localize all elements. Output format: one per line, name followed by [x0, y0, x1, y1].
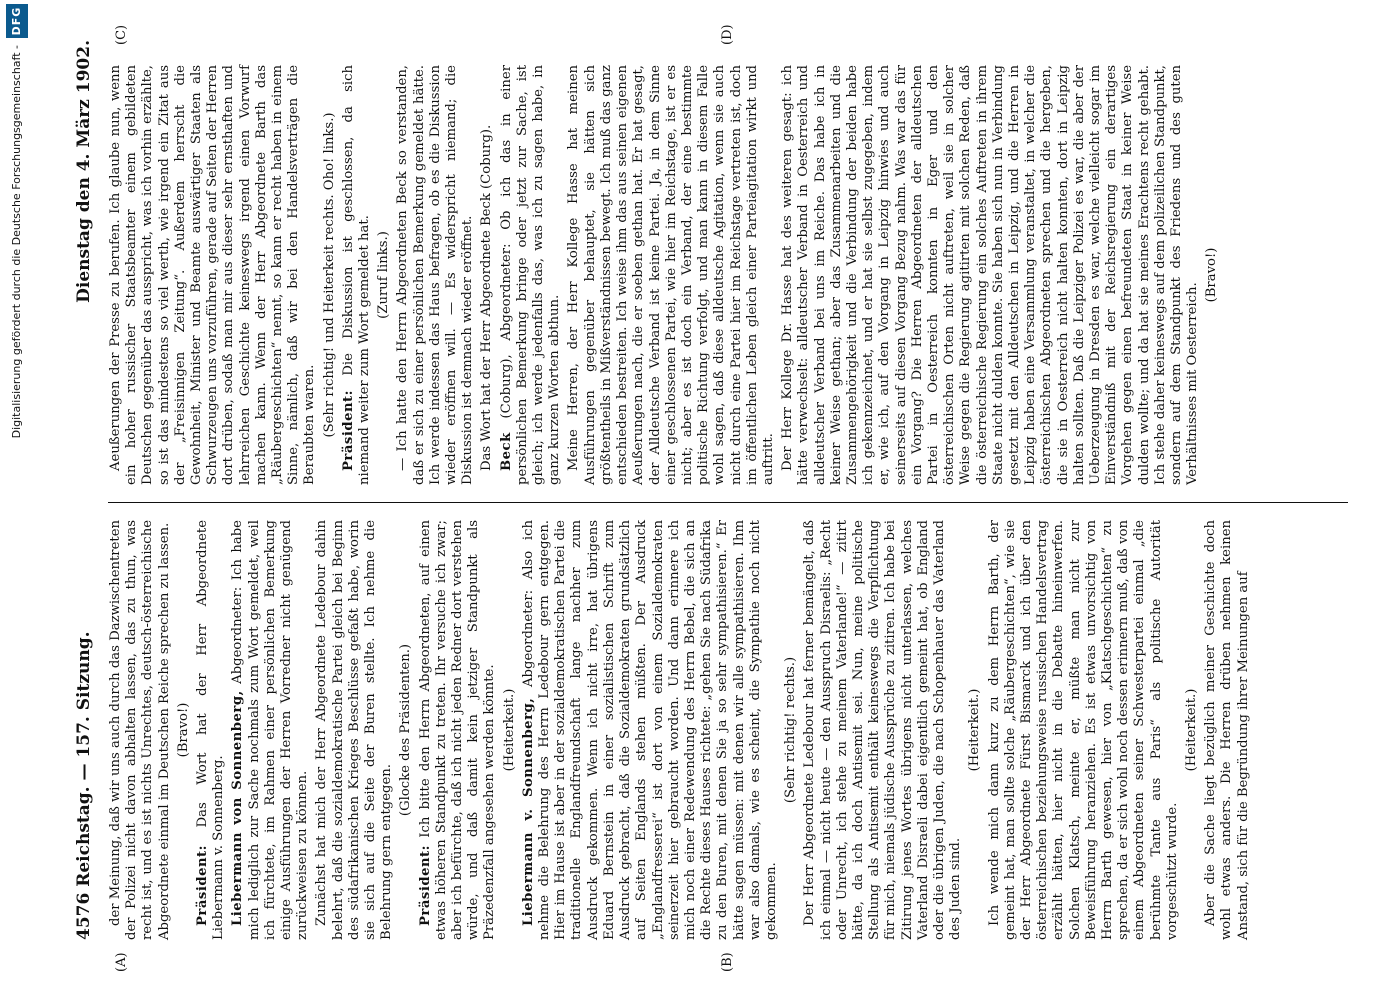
margin-mark-a: (A) — [114, 952, 129, 972]
paragraph — [314, 520, 395, 940]
left-column — [108, 520, 1255, 940]
paragraph-text: der Meinung, daß wir uns auch durch das Dazwischentreten der Polizei nicht davon abhalten lassen, das zu thun, was recht ist, und es ist nichts Unrechtes, deutsch-österreichische Abgeordnete einmal im Deutschen Reiche sprechen zu lassen. — [108, 520, 172, 940]
stage-direction — [1204, 65, 1220, 485]
paragraph-text: Aeußerungen der Presse zu berufen. Ich glaube nun, wenn ein hoher russischer Staatsbeamter einem gebildeten Deutschen gegenüber das ausspricht, was ich vorhin erzählte, so ist das mindestens so viel werth, wie irgend ein Zitat aus der „Freisinnigen Zeitung“. Außerdem herrscht die Gewohnheit, Minister und Beamte auswärtiger Staaten als Schwurzeugen uns vorzuführen, gerade auf Seiten der Herren dort drüben, sodaß man mir aus dieser sehr ernsthaften und lehrreichen Geschichte keineswegs irgend einen Vorwurf machen kann. Wenn der Herr Abgeordnete Barth das „Räubergeschichten“ nennt, so kann er recht haben in einem Sinne, nämlich, daß wir bei den Handelsverträgen die Beraubten waren. — [108, 65, 318, 485]
right-column — [108, 65, 1224, 485]
paragraph-text: Der Herr Kollege Dr. Hasse hat des weiteren gesagt: ich hätte verwechselt: alldeutscher Verband in Oesterreich und alldeutscher Verband bei uns im Reiche. Das habe ich in keiner Weise gethan; aber das Zusammenarbeiten und die Zusammengehörigkeit und die Verbindung der beiden habe ich gekennzeichnet, und er hat sie selbst zugegeben, indem er, wie ich, auf den Vorgang in Leipzig hinwies und auch seinerseits auf diesen Vorgang Bezug nahm. Was war das für ein Vorgang? Die Herren Abgeordneten der alldeutschen Partei in Oesterreich konnten in Eger und den österreichischen Orten nicht auftreten, weil sie in solcher Weise gegen die Regierung agitirten mit solchen Reden, daß die österreichische Regierung ein solches Auftreten in ihrem Staate nicht dulden konnte. Sie haben sich nun in Verbindung gesetzt mit den Alldeutschen in Leipzig, und die Herren in Leipzig haben eine Versammlung veranstaltet, in welcher die österreichischen Abgeordneten sprechen und die hergeben, die sie in Oesterreich nicht halten konnten, dort in Leipzig halten sollten. Daß die Leipziger Polizei es war, die aber der Ueberzeugung in Dresden es war, welche vielleicht sogar im Einverständniß mit der Reichsregierung ein derartiges Vorgehen gegen einen befreundeten Staat in keiner Weise dulden wollte; und da hat sie meines Erachtens recht gehabt. Ich stehe daher keineswegs auf dem polizeilichen Standpunkt, sondern auf dem Standpunkt des Friedens und des guten Verhältnisses mit Oesterreich. — [780, 65, 1201, 485]
paragraph-text: Der Herr Abgeordnete Ledebour hat ferner bemängelt, daß ich einmal — nicht heute — den Ausspruch Disraelis: „Recht oder Unrecht, ich stehe zu meinem Vaterlande!“ — zitirt hätte, da ich doch Antisemit sei. Nun, meine politische Stellung als Antisemit enthält keineswegs die Verpflichtung für mich, niemals jüdische Aussprüche zu zitiren. Ich habe bei Zitirung jenes Wortes übrigens nicht unterlassen, welches Vaterland Disraeli dabei eigentlich gemeint hat, ob England oder die übrigen Juden, die nach Schopenhauer das Vaterland des Juden sind. — [802, 520, 964, 940]
paragraph — [987, 520, 1181, 940]
speaker-name: Liebermann von Sonnenberg, — [230, 690, 246, 926]
printed-page — [70, 0, 1370, 1000]
paragraph-text: Die Diskussion ist geschlossen, da sich niemand weiter zum Wort gemeldet hat. — [340, 65, 373, 485]
paragraph-text: (Heiterkeit.) — [1184, 688, 1199, 772]
paragraph — [1203, 520, 1252, 940]
paragraph-text: Ich wende mich dann kurz zu dem Herrn Barth, der gemeint hat, man sollte solche „Räubergeschichten“, wie sie der Herr Abgeordnete Fürst Bismarck und ich über den österreichischen beziehungsweise russischen Handelsvertrag erzählt hätten, hier nicht in die Debatte hineinwerfen. Solchen Klatsch, meinte er, müßte man nicht zur Beweisführung heranziehen. Es ist etwas unvorsichtig von Herrn Barth gewesen, hier von „Klatschgeschichten“ zu sprechen, da er sich wohl noch dessen erinnern muß, daß von einem Abgeordneten seiner Schwesterpartei einmal „die berühmte Tante aus Paris“ als politische Autorität vorgeschützt wurde. — [986, 520, 1180, 940]
dfg-logo: DFG — [6, 4, 28, 38]
paragraph-text: (Zuruf links.) — [376, 231, 392, 319]
digitization-credit-strip — [0, 0, 38, 1000]
paragraph-text: (Sehr richtig! rechts.) — [783, 656, 799, 804]
paragraph-text: Abgeordneter: Also ich nehme die Belehrung des Herrn Ledebour gern entgegen. Hier im Hause ist aber in der sozialdemokratischen Partei die traditionelle Englandfreundschaft lange nachher zum Ausdruck gekommen. Wenn ich nicht irre, hat übrigens Eduard Bernstein in einer sozialistischen Schrift zum Ausdruck gebracht, daß die Sozialdemokraten grundsätzlich auf Seiten Englands stehen müßten. Der Ausdruck „Englandfresserei“ ist dort von einem Sozialdemokraten seinerzeit hier gebraucht worden. Und dann erinnere ich mich noch einer Redewendung des Herrn Bebel, die sich an die Rechte dieses Hauses richtete: „gehen Sie nach Südafrika zu den Buren, mit denen Sie ja so sehr sympathisieren.“ Er hätte sagen müssen: mit denen wir alle sympathisieren. Ihm war also damals, wie es scheint, die Sympathie noch nicht gekommen. — [520, 520, 779, 940]
paragraph-text: (Sehr richtig! und Heiterkeit rechts. Oho! links.) — [321, 112, 337, 438]
paragraph — [499, 65, 564, 485]
paragraph-text: Abgeordneter: Ich habe mich lediglich zur Sache nochmals zum Wort gemeldet, weil ich fürchtete, im Rahmen einer persönlichen Bemerkung einige Ausführungen der Herren Vorredner nicht genügend zurückweisen zu können. — [230, 520, 311, 940]
header-left: 4576 Reichstag. — 157. Sitzung. — [74, 631, 94, 940]
paragraph — [395, 65, 476, 485]
paragraph-text: (Glocke des Präsidenten.) — [398, 643, 414, 817]
margin-mark-d: (D) — [720, 24, 735, 45]
paragraph-text: — Ich hatte den Herrn Abgeordneten Beck so verstanden, daß er sich zu einer persönlichen Bemerkung gemeldet hätte. Ich werde indessen das Haus befragen, ob es die Diskussion wieder eröffnen will. — Es widerspricht niemand; die Diskussion ist demnach wieder eröffnet. — [395, 65, 476, 485]
paragraph-text: Das Wort hat der Herr Abgeordnete Liebermann v. Sonnenberg. — [195, 520, 227, 940]
paragraph — [479, 65, 495, 485]
paragraph — [108, 65, 319, 485]
paragraph — [108, 520, 173, 940]
stage-direction — [376, 65, 392, 485]
speaker-name: Präsident: — [340, 389, 356, 471]
digitization-credit-text: Digitalisierung gefördert durch die Deutsche Forschungsgemeinschaft - — [10, 45, 23, 439]
paragraph-text: (Coburg), Abgeordneter: Ob ich das in einer persönlichen Bemerkung bringe oder jetzt zur Sache, ist gleich; ich werde jedenfalls das, was ich zu sagen habe, in ganz kurzen Worten abthun. — [498, 65, 563, 485]
paragraph — [230, 520, 311, 940]
stage-direction — [322, 65, 338, 485]
stage-direction — [967, 520, 983, 940]
paragraph-text: (Bravo!) — [1204, 247, 1220, 303]
margin-mark-c: (C) — [114, 24, 129, 45]
paragraph-text: Ich bitte den Herrn Abgeordneten, auf einen etwas höheren Standpunkt zu treten. Ihr versuche ich zwar; aber ich befürchte, daß ich nicht jeden Redner dort verstehen würde, und daß damit kein jetziger Standpunkt als Präzedenzfall angesehen werden könnte. — [417, 520, 498, 940]
stage-direction — [502, 520, 518, 940]
paragraph — [341, 65, 373, 485]
paragraph-text: (Bravo!) — [175, 702, 191, 758]
column-divider — [108, 502, 1348, 503]
paragraph-text: (Heiterkeit.) — [967, 688, 983, 772]
stage-direction — [176, 520, 192, 940]
running-header — [70, 40, 100, 940]
paragraph — [418, 520, 499, 940]
paragraph-text: (Heiterkeit.) — [501, 688, 517, 772]
paragraph-text: Zunächst hat mich der Herr Abgeordnete Ledebour dahin belehrt, daß die sozialdemokratische Partei gleich bei Beginn des südafrikanischen Krieges Beschlüsse gefaßt habe, worin sie sich auf die Seite der Buren stellte. Ich nehme die Belehrung gern entgegen. — [314, 520, 395, 940]
stage-direction — [783, 520, 799, 940]
speaker-name: Beck — [498, 432, 514, 471]
stage-direction — [398, 520, 414, 940]
speaker-name: Präsident: — [417, 844, 433, 926]
paragraph-text: Aber die Sache liegt bezüglich meiner Geschichte doch wohl etwas anders. Die Herren drüben nehmen keinen Anstand, sich für die Begründung ihrer Meinungen auf — [1203, 520, 1251, 940]
paragraph — [566, 65, 777, 485]
paragraph-text: Das Wort hat der Herr Abgeordnete Beck (Coburg). — [479, 124, 495, 471]
paragraph — [802, 520, 964, 940]
paragraph — [195, 520, 227, 940]
paragraph — [780, 65, 1201, 485]
margin-mark-b: (B) — [720, 952, 735, 972]
stage-direction — [1184, 520, 1200, 940]
paragraph-text: Meine Herren, der Herr Kollege Hasse hat meinen Ausführungen gegenüber behauptet, sie hätten sich größtentheils in Mißverständnissen bewegt. Ich muß das ganz entschieden bestreiten. Ich weise ihm das aus seinen eigenen Aeußerungen nach, die er soeben gethan hat. Er hat gesagt, der Alldeutsche Verband ist keine Partei. Ja, in dem Sinne einer geschlossenen Partei, wie hier im Reichstage, ist er es nicht; aber es ist doch ein Verband, der eine bestimmte politische Richtung verfolgt, und man kann in diesem Falle wohl sagen, daß diese alldeutsche Agitation, wenn sie auch nicht durch eine Partei hier im Reichstage vertreten ist, doch im öffentlichen Leben gleich einer Parteiagitation wirkt und auftritt. — [566, 65, 776, 485]
header-date: Dienstag den 4. März 1902. — [74, 40, 94, 303]
speaker-name: Präsident: — [195, 844, 211, 926]
speaker-name: Liebermann v. Sonnenberg, — [520, 697, 536, 926]
paragraph — [521, 520, 780, 940]
